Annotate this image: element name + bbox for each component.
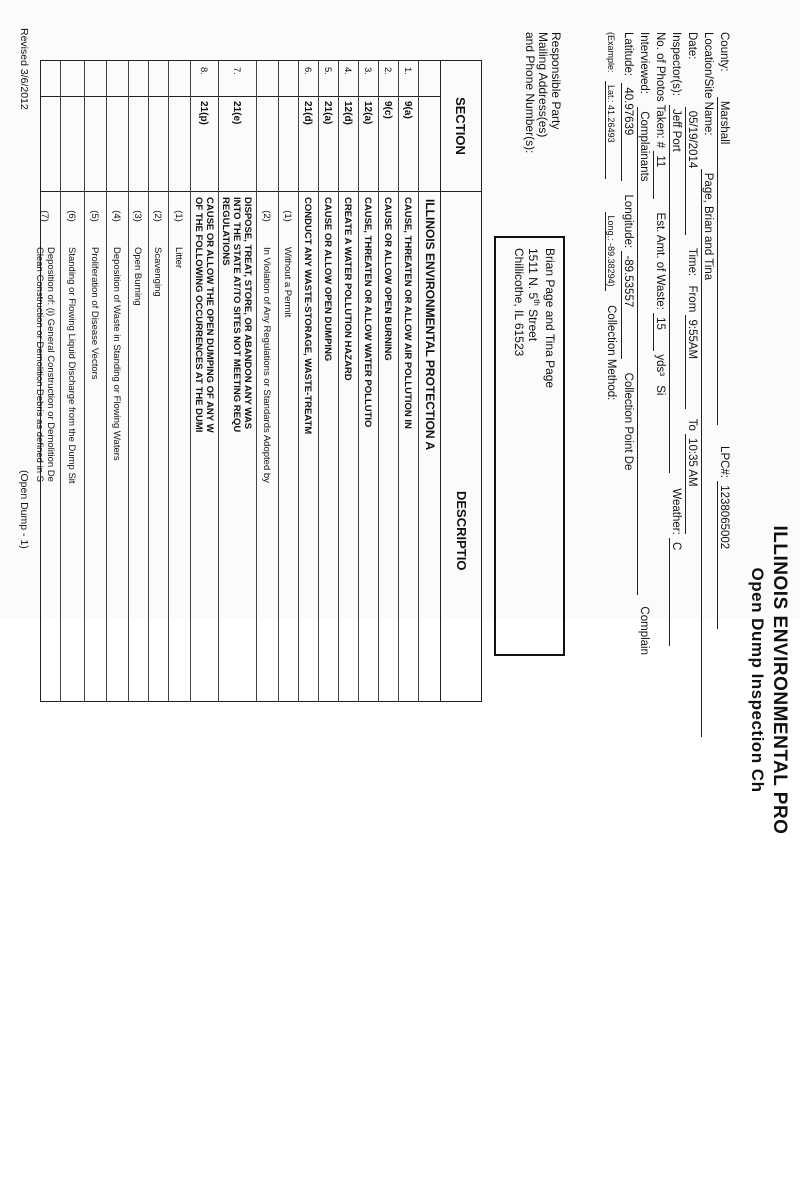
party-street-number: 1511 N. 5 — [526, 248, 540, 300]
table-row — [398, 61, 419, 701]
weather-value: C — [669, 538, 682, 646]
party-name: Brian Page and Tina Page — [543, 248, 557, 389]
row-section-code — [30, 101, 60, 191]
row-description-line: CAUSE, THREATEN OR ALLOW WATER POLLUTIO — [362, 197, 374, 428]
collection-method-label: Collection Method: — [605, 305, 617, 401]
row-section-code — [128, 101, 148, 191]
table-row — [358, 61, 379, 701]
row-section-code: 21(d) — [302, 101, 314, 125]
photos-line — [653, 32, 666, 395]
row-description-line: CAUSE OR ALLOW OPEN BURNING — [382, 197, 394, 361]
row-number — [60, 67, 84, 87]
table-row — [338, 61, 359, 701]
row-description-line: Litter — [173, 247, 185, 269]
latitude-label: Latitude: — [622, 32, 634, 77]
lpc-label: LPC#: — [718, 446, 730, 479]
row-subsection: (7) — [39, 210, 51, 222]
waste-value: 15 — [653, 313, 666, 351]
date-line — [685, 32, 698, 534]
table-row — [30, 61, 61, 701]
row-section-code: 12(a) — [362, 101, 374, 125]
table-row — [148, 61, 169, 701]
row-description-line: OF THE FOLLOWING OCCURRENCES AT THE DUMI — [193, 197, 204, 433]
row-description-line: Scavenging — [152, 247, 164, 297]
row-section-code: 9(a) — [402, 101, 414, 119]
row-description — [60, 241, 84, 696]
row-description-line: Deposition of Waste in Standing or Flowing Waters — [111, 247, 123, 461]
row-description — [30, 241, 60, 696]
row-description — [398, 191, 418, 696]
row-subsection: (2) — [261, 210, 273, 222]
row-number — [106, 67, 128, 87]
waste-unit: yds³ — [654, 354, 666, 377]
time-label: Time: — [686, 247, 698, 277]
inspector-line — [669, 32, 682, 646]
interviewed-value: Complainants — [637, 107, 650, 595]
form-subtitle: Open Dump Inspection Ch — [748, 567, 767, 793]
row-description-line: DISPOSE, TREAT, STORE, OR ABANDON ANY WAS — [242, 197, 254, 430]
table-row — [128, 61, 149, 701]
row-number — [148, 67, 168, 87]
time-to-label: To — [686, 418, 698, 431]
row-number: 7. — [231, 67, 243, 75]
row-section-code: 12(d) — [342, 101, 354, 125]
row-number — [168, 67, 190, 87]
description-header: DESCRIPTIO — [454, 491, 469, 571]
county-line — [717, 32, 730, 629]
table-header — [440, 61, 481, 701]
row-number: 5. — [322, 67, 334, 75]
violations-table — [34, 60, 482, 702]
phone-label: and Phone Number(s): — [523, 32, 537, 154]
row-description-line: CREATE A WATER POLLUTION HAZARD — [342, 197, 354, 381]
row-number — [84, 67, 106, 87]
location-line — [701, 32, 714, 737]
section-header: SECTION — [441, 61, 481, 192]
location-label: Location/Site Name: — [702, 32, 714, 136]
table-row — [190, 61, 219, 701]
row-subsection: (1) — [173, 210, 185, 222]
row-description — [128, 241, 148, 696]
time-to-value: 10:35 AM — [685, 434, 698, 534]
weather-label: Weather: — [670, 488, 682, 535]
row-description-line: CONDUCT ANY WASTE-STORAGE, WASTE-TREATM — [302, 197, 314, 435]
date-value: 05/19/2014 — [685, 107, 698, 235]
row-section-code — [84, 101, 106, 191]
row-section-code — [256, 101, 278, 191]
row-subsection: (5) — [89, 210, 101, 222]
row-number: 8. — [198, 67, 210, 75]
party-city: Chillicothe, IL 61523 — [512, 248, 526, 357]
row-number — [128, 67, 148, 87]
agency-row: ILLINOIS ENVIRONMENTAL PROTECTION A — [423, 199, 437, 451]
row-number: 1. — [402, 67, 414, 75]
row-description — [256, 241, 278, 696]
row-description — [318, 191, 338, 696]
row-section-code — [148, 101, 168, 191]
row-description-line: Open Burning — [132, 247, 144, 306]
row-description — [378, 191, 398, 696]
row-number — [278, 67, 298, 87]
location-value: Page, Brian and Tina — [701, 169, 714, 737]
row-number: 2. — [382, 67, 394, 75]
row-section-code: 9(c) — [382, 101, 394, 119]
row-description-line: CAUSE, THREATEN OR ALLOW AIR POLLUTION IN — [402, 197, 414, 429]
responsible-party-label: Responsible Party — [549, 32, 563, 130]
row-number: 6. — [302, 67, 314, 75]
row-description-line: Standing or Flowing Liquid Discharge from the Dump Sit — [66, 247, 78, 484]
row-section-code: 21(e) — [231, 101, 243, 125]
row-subsection: (6) — [66, 210, 78, 222]
table-row — [278, 61, 299, 701]
table-row — [318, 61, 339, 701]
party-street-suffix: th — [532, 299, 541, 306]
row-number — [30, 67, 60, 87]
time-from-label: From — [686, 285, 698, 313]
interviewed-line — [637, 32, 650, 655]
row-description-line: Deposition of: (i) General Construction or Demolition De — [45, 247, 56, 482]
example-long: Long.: -89.38294) — [605, 212, 616, 291]
row-description-line: Without a Permit — [282, 247, 294, 318]
lpc-value: 1238065002 — [717, 481, 730, 629]
row-description-line: CAUSE OR ALLOW THE OPEN DUMPING OF ANY W — [204, 197, 215, 433]
row-section-code: 21(a) — [322, 101, 334, 125]
table-row — [378, 61, 399, 701]
longitude-value: -89.53557 — [621, 251, 634, 359]
example-lat: Lat.: 41.26493 — [605, 81, 616, 179]
row-description-line: REGULATIONS — [220, 197, 232, 266]
row-description-line: Clean Construction or Demolition Debris as defined in S — [34, 247, 45, 482]
lat-long-line — [621, 32, 634, 470]
row-description — [190, 191, 218, 696]
row-description — [106, 241, 128, 696]
table-row — [168, 61, 191, 701]
table-row — [106, 61, 129, 701]
row-description-line: Proliferation of Disease Vectors — [89, 247, 101, 380]
party-street-name: Street — [526, 309, 540, 342]
inspector-value: Jeff Port — [669, 105, 682, 473]
row-number: 3. — [362, 67, 374, 75]
responsible-party-box — [494, 236, 565, 656]
row-subsection: (2) — [152, 210, 164, 222]
waste-label: Est. Amt. of Waste: — [654, 212, 666, 310]
table-row — [60, 61, 85, 701]
longitude-label: Longitude: — [622, 194, 634, 249]
mailing-address-label: Mailing Address(es) — [536, 32, 550, 138]
row-subsection: (3) — [132, 210, 144, 222]
date-label: Date: — [686, 32, 698, 60]
complaint-label: Complain — [638, 606, 650, 655]
row-subsection: (1) — [282, 210, 294, 222]
latitude-value: 40.97639 — [621, 83, 634, 181]
site-label-partial: Si — [654, 385, 666, 396]
table-row — [256, 61, 279, 701]
row-subsection: (4) — [111, 210, 123, 222]
interviewed-label: Interviewed: — [638, 32, 650, 95]
row-description — [298, 191, 318, 696]
row-description — [168, 241, 190, 696]
page-note: (Open Dump - 1) — [18, 470, 30, 549]
row-number: 4. — [342, 67, 354, 75]
row-description-line: CAUSE OR ALLOW OPEN DUMPING — [322, 197, 334, 362]
collection-point-label: Collection Point De — [622, 372, 634, 471]
county-label: County: — [718, 32, 730, 72]
row-number — [256, 67, 278, 87]
row-section-code — [278, 101, 298, 191]
county-value: Marshall — [717, 97, 730, 425]
row-description — [84, 241, 106, 696]
revised-note: Revised 3/6/2012 — [18, 28, 30, 110]
row-description-line: In Violation of Any Regulations or Standards Adopted by — [261, 247, 273, 483]
table-row — [218, 61, 257, 701]
row-section-code: 21(p) — [198, 101, 210, 125]
row-description — [338, 191, 358, 696]
row-section-code — [168, 101, 190, 191]
row-description — [358, 191, 378, 696]
row-description — [218, 191, 256, 696]
example-line — [605, 32, 617, 400]
table-row — [84, 61, 107, 701]
row-description — [278, 241, 298, 696]
photos-label: No. of Photos Taken: # — [654, 32, 666, 149]
row-description — [148, 241, 168, 696]
form-title: ILLINOIS ENVIRONMENTAL PRO — [769, 525, 790, 835]
time-from-value: 9:55AM — [685, 315, 698, 409]
example-label: (Example: — [606, 32, 616, 73]
row-section-code — [60, 101, 84, 191]
table-row — [298, 61, 319, 701]
inspector-label: Inspector(s): — [670, 32, 682, 96]
party-street — [526, 248, 543, 644]
row-description-line: INTO THE STATE AT/TO SITES NOT MEETING REQU — [231, 197, 243, 433]
row-section-code — [106, 101, 128, 191]
photos-value: 11 — [653, 151, 666, 199]
